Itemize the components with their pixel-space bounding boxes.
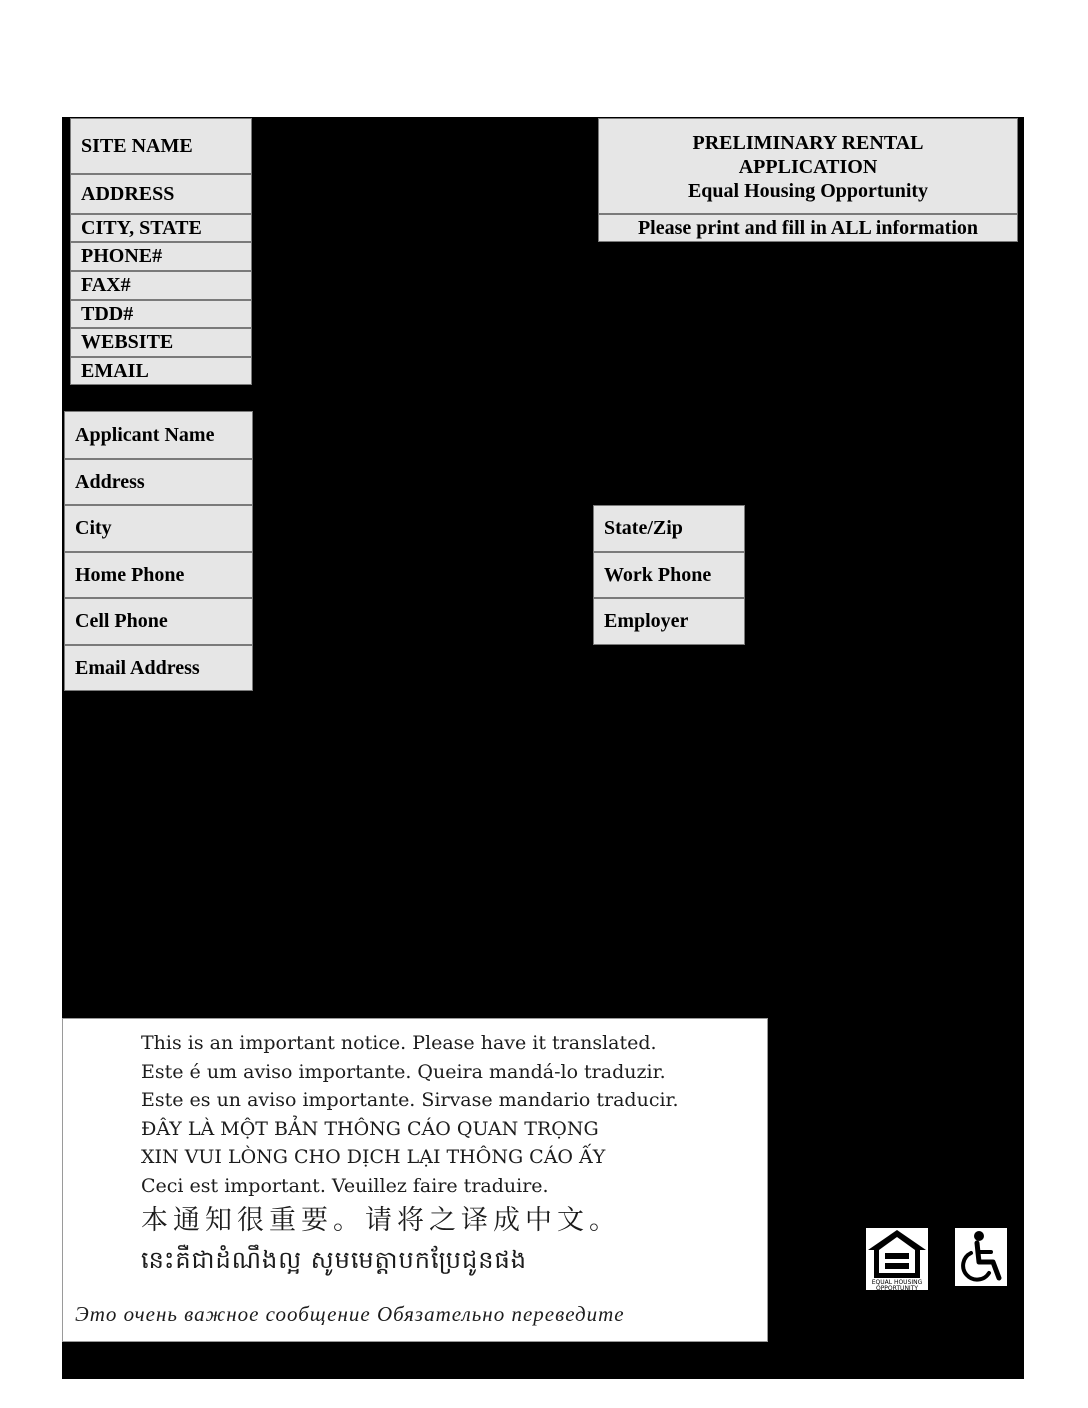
site-fax-label: FAX# — [70, 271, 252, 300]
svg-text:EQUAL HOUSING: EQUAL HOUSING — [871, 1279, 923, 1286]
notice-portuguese: Este é um aviso importante. Queira mandá-lo traduzir. — [141, 1060, 666, 1083]
applicant-city-label: City — [64, 505, 253, 552]
applicant-address-label: Address — [64, 459, 253, 505]
site-website-label: WEBSITE — [70, 328, 252, 357]
notice-khmer: នេះគឺជាដំណឹងល្អ សូមមេត្តាបកប្រែជូនផង — [141, 1246, 527, 1274]
home-phone-label: Home Phone — [64, 552, 253, 598]
employer-label: Employer — [593, 598, 745, 645]
notice-english: This is an important notice. Please have it translated. — [141, 1032, 657, 1054]
state-zip-label: State/Zip — [593, 505, 745, 552]
notice-chinese: 本通知很重要。请将之译成中文。 — [141, 1205, 621, 1236]
application-title-line-1: PRELIMINARY RENTAL — [692, 132, 924, 154]
site-tdd-label: TDD# — [70, 300, 252, 328]
equal-housing-opportunity-icon — [866, 1228, 928, 1290]
application-title-line-2: APPLICATION — [738, 156, 878, 178]
work-phone-label: Work Phone — [593, 552, 745, 598]
applicant-name-label: Applicant Name — [64, 411, 253, 459]
application-title-box — [598, 118, 1018, 214]
svg-text:OPPORTUNITY: OPPORTUNITY — [875, 1285, 919, 1290]
equal-housing-subtitle: Equal Housing Opportunity — [687, 180, 929, 202]
notice-french: Ceci est important. Veuillez faire traduire. — [141, 1174, 549, 1197]
notice-spanish: Este es un aviso importante. Sirvase mandario traducir. — [141, 1089, 679, 1111]
site-city-state-label: CITY, STATE — [70, 214, 252, 242]
cell-phone-label: Cell Phone — [64, 598, 253, 645]
site-address-label: ADDRESS — [70, 174, 252, 214]
notice-vietnamese-1: ĐÂY LÀ MỘT BẢN THÔNG CÁO QUAN TRỌNG — [141, 1117, 599, 1140]
notice-vietnamese-2: XIN VUI LÒNG CHO DỊCH LẠI THÔNG CÁO ẤY — [141, 1146, 606, 1168]
notice-russian: Это очень важное сообщение Обязательно переведите — [75, 1302, 625, 1326]
email-address-label: Email Address — [64, 645, 253, 691]
site-email-label: EMAIL — [70, 357, 252, 385]
site-name-label: SITE NAME — [70, 118, 252, 174]
site-phone-label: PHONE# — [70, 242, 252, 271]
translation-notice — [62, 1018, 768, 1342]
wheelchair-accessibility-icon — [955, 1228, 1007, 1286]
instruction-banner: Please print and fill in ALL information — [598, 214, 1018, 242]
